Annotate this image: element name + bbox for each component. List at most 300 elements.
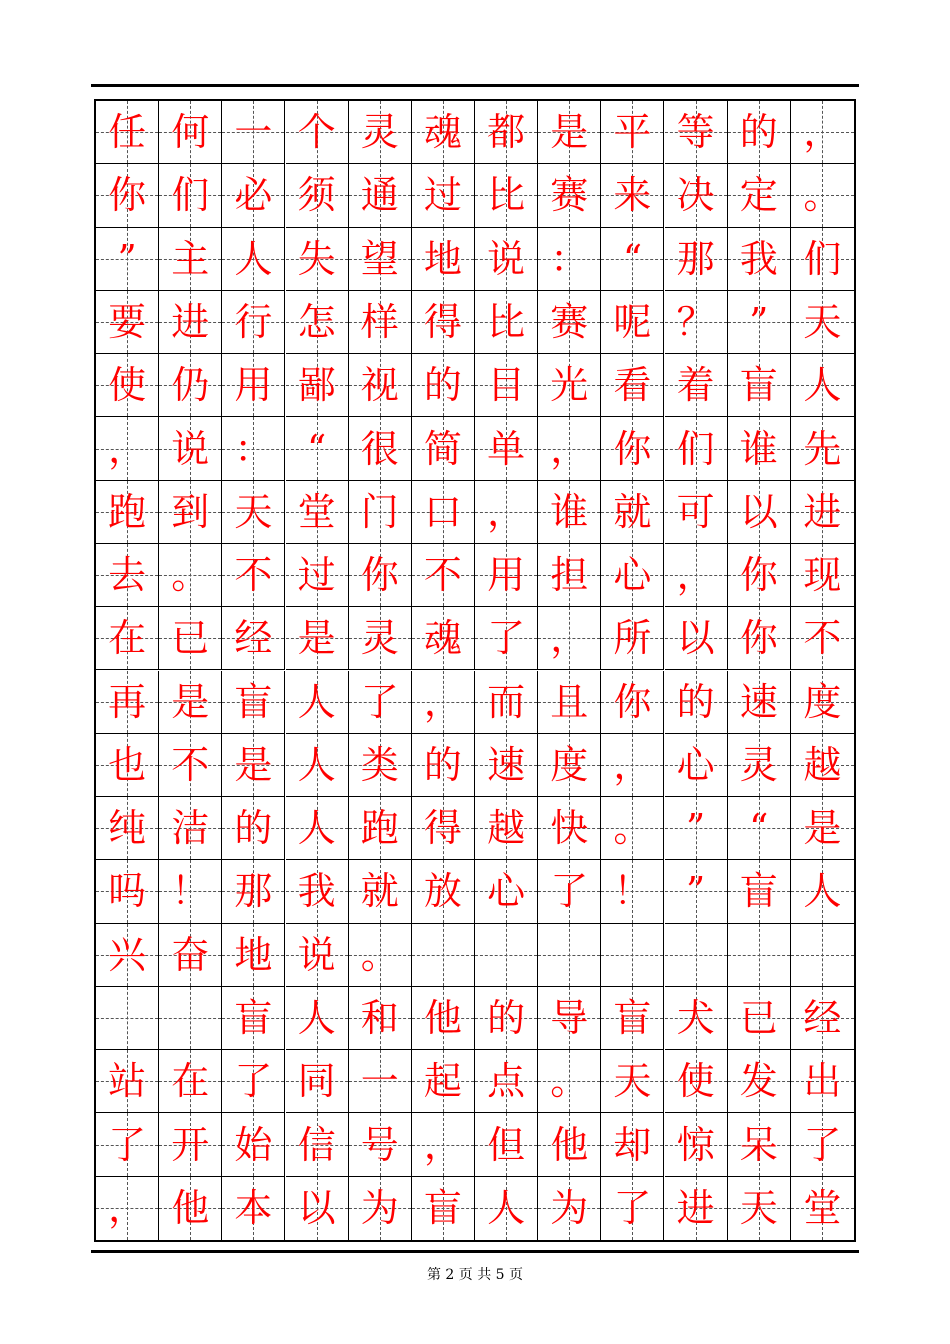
grid-cell (349, 1113, 412, 1176)
grid-cell (96, 797, 159, 860)
grid-cell (286, 924, 349, 987)
grid-cell (286, 860, 349, 923)
grid-cell (286, 797, 349, 860)
grid-character: 们 (676, 426, 715, 471)
grid-character: 先 (803, 426, 842, 471)
grid-cell (601, 164, 664, 227)
grid-character: 得 (423, 299, 462, 344)
grid-cell (728, 481, 791, 544)
grid-character: 平 (613, 110, 652, 155)
grid-character: “ (306, 426, 327, 471)
grid-cell (791, 734, 854, 797)
grid-character: 越 (803, 742, 842, 787)
grid-character: 我 (739, 236, 778, 281)
grid-cell (222, 228, 285, 291)
grid-character: 进 (803, 489, 842, 534)
grid-character: 起 (423, 1059, 462, 1104)
grid-cell (791, 544, 854, 607)
grid-cell (222, 797, 285, 860)
grid-cell (96, 987, 159, 1050)
grid-cell (728, 1113, 791, 1176)
grid-character: 已 (171, 616, 210, 661)
grid-cell (791, 228, 854, 291)
grid-cell (601, 924, 664, 987)
grid-cell (665, 1113, 728, 1176)
grid-character: 天 (803, 299, 842, 344)
grid-character: 不 (171, 742, 210, 787)
grid-character: 现 (803, 553, 842, 598)
grid-character: 以 (676, 616, 715, 661)
grid-cell (96, 671, 159, 734)
grid-character: 我 (297, 869, 336, 914)
grid-character: 本 (234, 1186, 273, 1231)
grid-cell (728, 797, 791, 860)
grid-cell (412, 671, 475, 734)
grid-character: ， (423, 1122, 462, 1167)
grid-cell (475, 734, 538, 797)
grid-character: 在 (108, 616, 147, 661)
grid-cell (665, 734, 728, 797)
grid-cell (665, 544, 728, 607)
grid-character: 你 (613, 679, 652, 724)
grid-character: 同 (297, 1059, 336, 1104)
grid-character: 纯 (108, 806, 147, 851)
grid-character: 都 (487, 110, 526, 155)
grid-character: 人 (297, 806, 336, 851)
grid-character: 速 (487, 742, 526, 787)
grid-cell (601, 860, 664, 923)
grid-cell (475, 1113, 538, 1176)
grid-character: 比 (487, 299, 526, 344)
grid-character: 了 (803, 1122, 842, 1167)
grid-character: ： (550, 236, 589, 281)
grid-character: 比 (487, 173, 526, 218)
grid-cell (601, 1050, 664, 1113)
grid-cell (538, 417, 601, 480)
grid-cell (538, 354, 601, 417)
grid-character: ， (550, 616, 589, 661)
grid-character: 目 (487, 363, 526, 408)
grid-character: 用 (234, 363, 273, 408)
grid-cell (665, 671, 728, 734)
grid-character: 所 (613, 616, 652, 661)
grid-cell (538, 607, 601, 670)
grid-character: 了 (234, 1059, 273, 1104)
grid-character: 呢 (613, 299, 652, 344)
grid-cell (665, 291, 728, 354)
grid-cell (665, 607, 728, 670)
grid-character: 一 (234, 110, 273, 155)
grid-cell (412, 544, 475, 607)
grid-character: 得 (423, 806, 462, 851)
grid-cell (222, 291, 285, 354)
grid-cell (412, 354, 475, 417)
grid-cell (222, 987, 285, 1050)
grid-character: 为 (360, 1186, 399, 1231)
grid-character: 发 (739, 1059, 778, 1104)
grid-cell (159, 734, 222, 797)
grid-character: ： (234, 426, 273, 471)
grid-cell (538, 228, 601, 291)
grid-character: 样 (360, 299, 399, 344)
grid-cell (222, 544, 285, 607)
grid-cell (475, 797, 538, 860)
grid-cell (475, 860, 538, 923)
grid-character: 灵 (360, 110, 399, 155)
grid-character: 了 (613, 1186, 652, 1231)
grid-character: 但 (487, 1122, 526, 1167)
grid-character: 魂 (423, 110, 462, 155)
grid-cell (475, 164, 538, 227)
grid-character: 放 (423, 869, 462, 914)
grid-cell (222, 164, 285, 227)
grid-character: 人 (234, 236, 273, 281)
grid-cell (538, 924, 601, 987)
grid-cell (791, 164, 854, 227)
grid-cell (728, 291, 791, 354)
grid-cell (791, 481, 854, 544)
grid-cell (791, 1050, 854, 1113)
grid-character: 必 (234, 173, 273, 218)
grid-character: 了 (550, 869, 589, 914)
grid-cell (286, 417, 349, 480)
grid-cell (791, 860, 854, 923)
grid-character: 心 (676, 742, 715, 787)
grid-cell (601, 481, 664, 544)
grid-character: ， (803, 110, 842, 155)
grid-character: ， (108, 426, 147, 471)
grid-cell (791, 607, 854, 670)
grid-character: 人 (487, 1186, 526, 1231)
grid-character: ” (685, 869, 706, 914)
grid-cell (728, 607, 791, 670)
grid-character: 那 (676, 236, 715, 281)
grid-character: 光 (550, 363, 589, 408)
grid-character: 是 (234, 742, 273, 787)
grid-character: 说 (171, 426, 210, 471)
grid-character: 盲 (423, 1186, 462, 1231)
grid-character: 是 (171, 679, 210, 724)
grid-character: 。 (360, 932, 399, 977)
grid-cell (728, 671, 791, 734)
grid-cell (601, 987, 664, 1050)
grid-cell (538, 797, 601, 860)
grid-character: 却 (613, 1122, 652, 1167)
top-rule (91, 84, 859, 87)
grid-cell (475, 228, 538, 291)
grid-cell (286, 291, 349, 354)
grid-character: 出 (803, 1059, 842, 1104)
grid-character: 你 (360, 553, 399, 598)
grid-cell (412, 481, 475, 544)
grid-character: 心 (487, 869, 526, 914)
grid-character: 也 (108, 742, 147, 787)
grid-cell (286, 734, 349, 797)
grid-character: 了 (360, 679, 399, 724)
grid-cell (538, 671, 601, 734)
grid-cell (412, 417, 475, 480)
grid-character: 须 (297, 173, 336, 218)
grid-character: 导 (550, 996, 589, 1040)
grid-cell (222, 671, 285, 734)
grid-cell (222, 1177, 285, 1240)
grid-cell (286, 607, 349, 670)
grid-cell (665, 987, 728, 1050)
grid-character: 使 (676, 1059, 715, 1104)
grid-character: 开 (171, 1122, 210, 1167)
grid-character: 心 (613, 553, 652, 598)
grid-character: 跑 (360, 806, 399, 851)
grid-character: 人 (803, 363, 842, 408)
grid-character: ！ (171, 869, 210, 914)
grid-character: 速 (739, 679, 778, 724)
grid-cell (96, 164, 159, 227)
grid-character: 简 (423, 426, 462, 471)
grid-character: 望 (360, 236, 399, 281)
grid-character: 盲 (234, 679, 273, 724)
grid-cell (412, 987, 475, 1050)
grid-character: ， (487, 489, 526, 534)
grid-cell (96, 417, 159, 480)
grid-cell (96, 354, 159, 417)
grid-character: 灵 (360, 616, 399, 661)
grid-cell (728, 417, 791, 480)
grid-cell (665, 1050, 728, 1113)
grid-cell (222, 101, 285, 164)
grid-cell (286, 671, 349, 734)
grid-character: 口 (423, 489, 462, 534)
grid-cell (475, 671, 538, 734)
grid-character: 为 (550, 1186, 589, 1231)
grid-character: 是 (803, 806, 842, 851)
grid-cell (412, 1050, 475, 1113)
grid-character: 单 (487, 426, 526, 471)
grid-character: 兴 (108, 932, 147, 977)
grid-cell (222, 1113, 285, 1176)
grid-character: ， (613, 742, 652, 787)
grid-character: 不 (234, 553, 273, 598)
grid-character: 洁 (171, 806, 210, 851)
grid-character: 。 (803, 173, 842, 218)
grid-cell (96, 1177, 159, 1240)
grid-cell (538, 1177, 601, 1240)
grid-cell (349, 671, 412, 734)
grid-character: 的 (739, 110, 778, 155)
grid-character: 堂 (297, 489, 336, 534)
grid-cell (538, 164, 601, 227)
grid-cell (791, 354, 854, 417)
grid-cell (96, 291, 159, 354)
grid-character: 不 (423, 553, 462, 598)
grid-character: 且 (550, 679, 589, 724)
grid-cell (665, 1177, 728, 1240)
grid-character: 跑 (108, 489, 147, 534)
grid-character: 他 (550, 1122, 589, 1167)
grid-cell (728, 1050, 791, 1113)
grid-cell (601, 291, 664, 354)
grid-cell (475, 1050, 538, 1113)
grid-character: 以 (297, 1186, 336, 1231)
grid-character: 的 (676, 679, 715, 724)
grid-cell (538, 291, 601, 354)
grid-cell (222, 481, 285, 544)
grid-cell (286, 164, 349, 227)
grid-cell (349, 924, 412, 987)
grid-cell (475, 291, 538, 354)
grid-cell (222, 1050, 285, 1113)
grid-cell (412, 101, 475, 164)
grid-character: 很 (360, 426, 399, 471)
grid-cell (728, 164, 791, 227)
grid-cell (475, 101, 538, 164)
grid-cell (349, 164, 412, 227)
grid-cell (665, 417, 728, 480)
grid-character: 使 (108, 363, 147, 408)
grid-character: 要 (108, 299, 147, 344)
grid-character: ” (685, 806, 706, 851)
grid-cell (601, 607, 664, 670)
grid-character: 信 (297, 1122, 336, 1167)
grid-cell (286, 228, 349, 291)
grid-cell (286, 101, 349, 164)
grid-character: 人 (803, 869, 842, 914)
grid-cell (222, 734, 285, 797)
grid-cell (349, 797, 412, 860)
page-footer: 第 2 页 共 5 页 (426, 1267, 524, 1283)
grid-character: 说 (297, 932, 336, 977)
grid-character: ， (423, 679, 462, 724)
grid-character: 赛 (550, 173, 589, 218)
grid-cell (412, 1113, 475, 1176)
grid-cell (159, 481, 222, 544)
grid-character: 经 (803, 996, 842, 1040)
grid-character: 行 (234, 299, 273, 344)
grid-cell (96, 1050, 159, 1113)
grid-character: “ (749, 806, 769, 851)
grid-cell (475, 924, 538, 987)
grid-character: 谁 (739, 426, 778, 471)
grid-cell (159, 671, 222, 734)
grid-cell (159, 1177, 222, 1240)
grid-cell (159, 291, 222, 354)
grid-cell (538, 987, 601, 1050)
grid-cell (728, 544, 791, 607)
grid-character: 就 (613, 489, 652, 534)
grid-character: ” (117, 236, 137, 281)
grid-cell (222, 354, 285, 417)
grid-character: 天 (613, 1059, 652, 1104)
grid-cell (222, 924, 285, 987)
grid-cell (791, 291, 854, 354)
grid-cell (728, 354, 791, 417)
grid-character: 堂 (803, 1186, 842, 1231)
grid-character: 担 (550, 553, 589, 598)
grid-cell (159, 228, 222, 291)
grid-cell (601, 797, 664, 860)
grid-character: 的 (234, 806, 273, 851)
grid-cell (791, 797, 854, 860)
grid-cell (159, 1050, 222, 1113)
grid-cell (601, 101, 664, 164)
grid-cell (538, 1050, 601, 1113)
grid-character: 过 (423, 173, 462, 218)
grid-cell (286, 544, 349, 607)
grid-cell (349, 607, 412, 670)
grid-character: 何 (171, 110, 210, 155)
grid-cell (412, 607, 475, 670)
grid-cell (159, 607, 222, 670)
grid-character: 天 (739, 1186, 778, 1231)
grid-character: 去 (108, 553, 147, 598)
grid-cell (412, 164, 475, 227)
grid-cell (222, 417, 285, 480)
grid-character: ， (108, 1186, 147, 1231)
grid-character: 等 (676, 110, 715, 155)
grid-cell (475, 987, 538, 1050)
grid-character: 鄙 (297, 363, 336, 408)
grid-cell (475, 607, 538, 670)
grid-cell (96, 101, 159, 164)
grid-character: 类 (360, 742, 399, 787)
grid-cell (222, 860, 285, 923)
grid-character: 了 (108, 1122, 147, 1167)
grid-character: 你 (739, 553, 778, 598)
grid-character: 进 (171, 299, 210, 344)
grid-cell (96, 481, 159, 544)
grid-character: 视 (360, 363, 399, 408)
grid-cell (791, 1177, 854, 1240)
grid-character: 地 (423, 236, 462, 281)
grid-character: 站 (108, 1059, 147, 1104)
grid-cell (601, 228, 664, 291)
grid-cell (349, 544, 412, 607)
grid-character: 。 (613, 806, 652, 851)
grid-cell (538, 101, 601, 164)
grid-cell (475, 354, 538, 417)
grid-cell (601, 544, 664, 607)
grid-cell (159, 417, 222, 480)
grid-cell (538, 860, 601, 923)
grid-character: 的 (423, 363, 462, 408)
grid-character: 决 (676, 173, 715, 218)
grid-cell (96, 860, 159, 923)
grid-cell (665, 228, 728, 291)
grid-cell (665, 101, 728, 164)
grid-character: 惊 (676, 1122, 715, 1167)
grid-character: 们 (171, 173, 210, 218)
grid-character: 可 (676, 489, 715, 534)
grid-cell (349, 101, 412, 164)
grid-cell (791, 671, 854, 734)
grid-character: 人 (297, 679, 336, 724)
grid-character: 谁 (550, 489, 589, 534)
grid-cell (349, 860, 412, 923)
grid-cell (159, 987, 222, 1050)
grid-cell (665, 860, 728, 923)
grid-character: 失 (297, 236, 336, 281)
grid-character: 通 (360, 173, 399, 218)
grid-character: 个 (297, 110, 336, 155)
grid-cell (601, 1113, 664, 1176)
grid-character: ” (749, 299, 769, 344)
grid-cell (349, 417, 412, 480)
grid-character: 仍 (171, 363, 210, 408)
grid-cell (96, 924, 159, 987)
grid-cell (601, 1177, 664, 1240)
grid-character: 一 (360, 1059, 399, 1104)
grid-cell (286, 1177, 349, 1240)
grid-character: ？ (676, 299, 715, 344)
